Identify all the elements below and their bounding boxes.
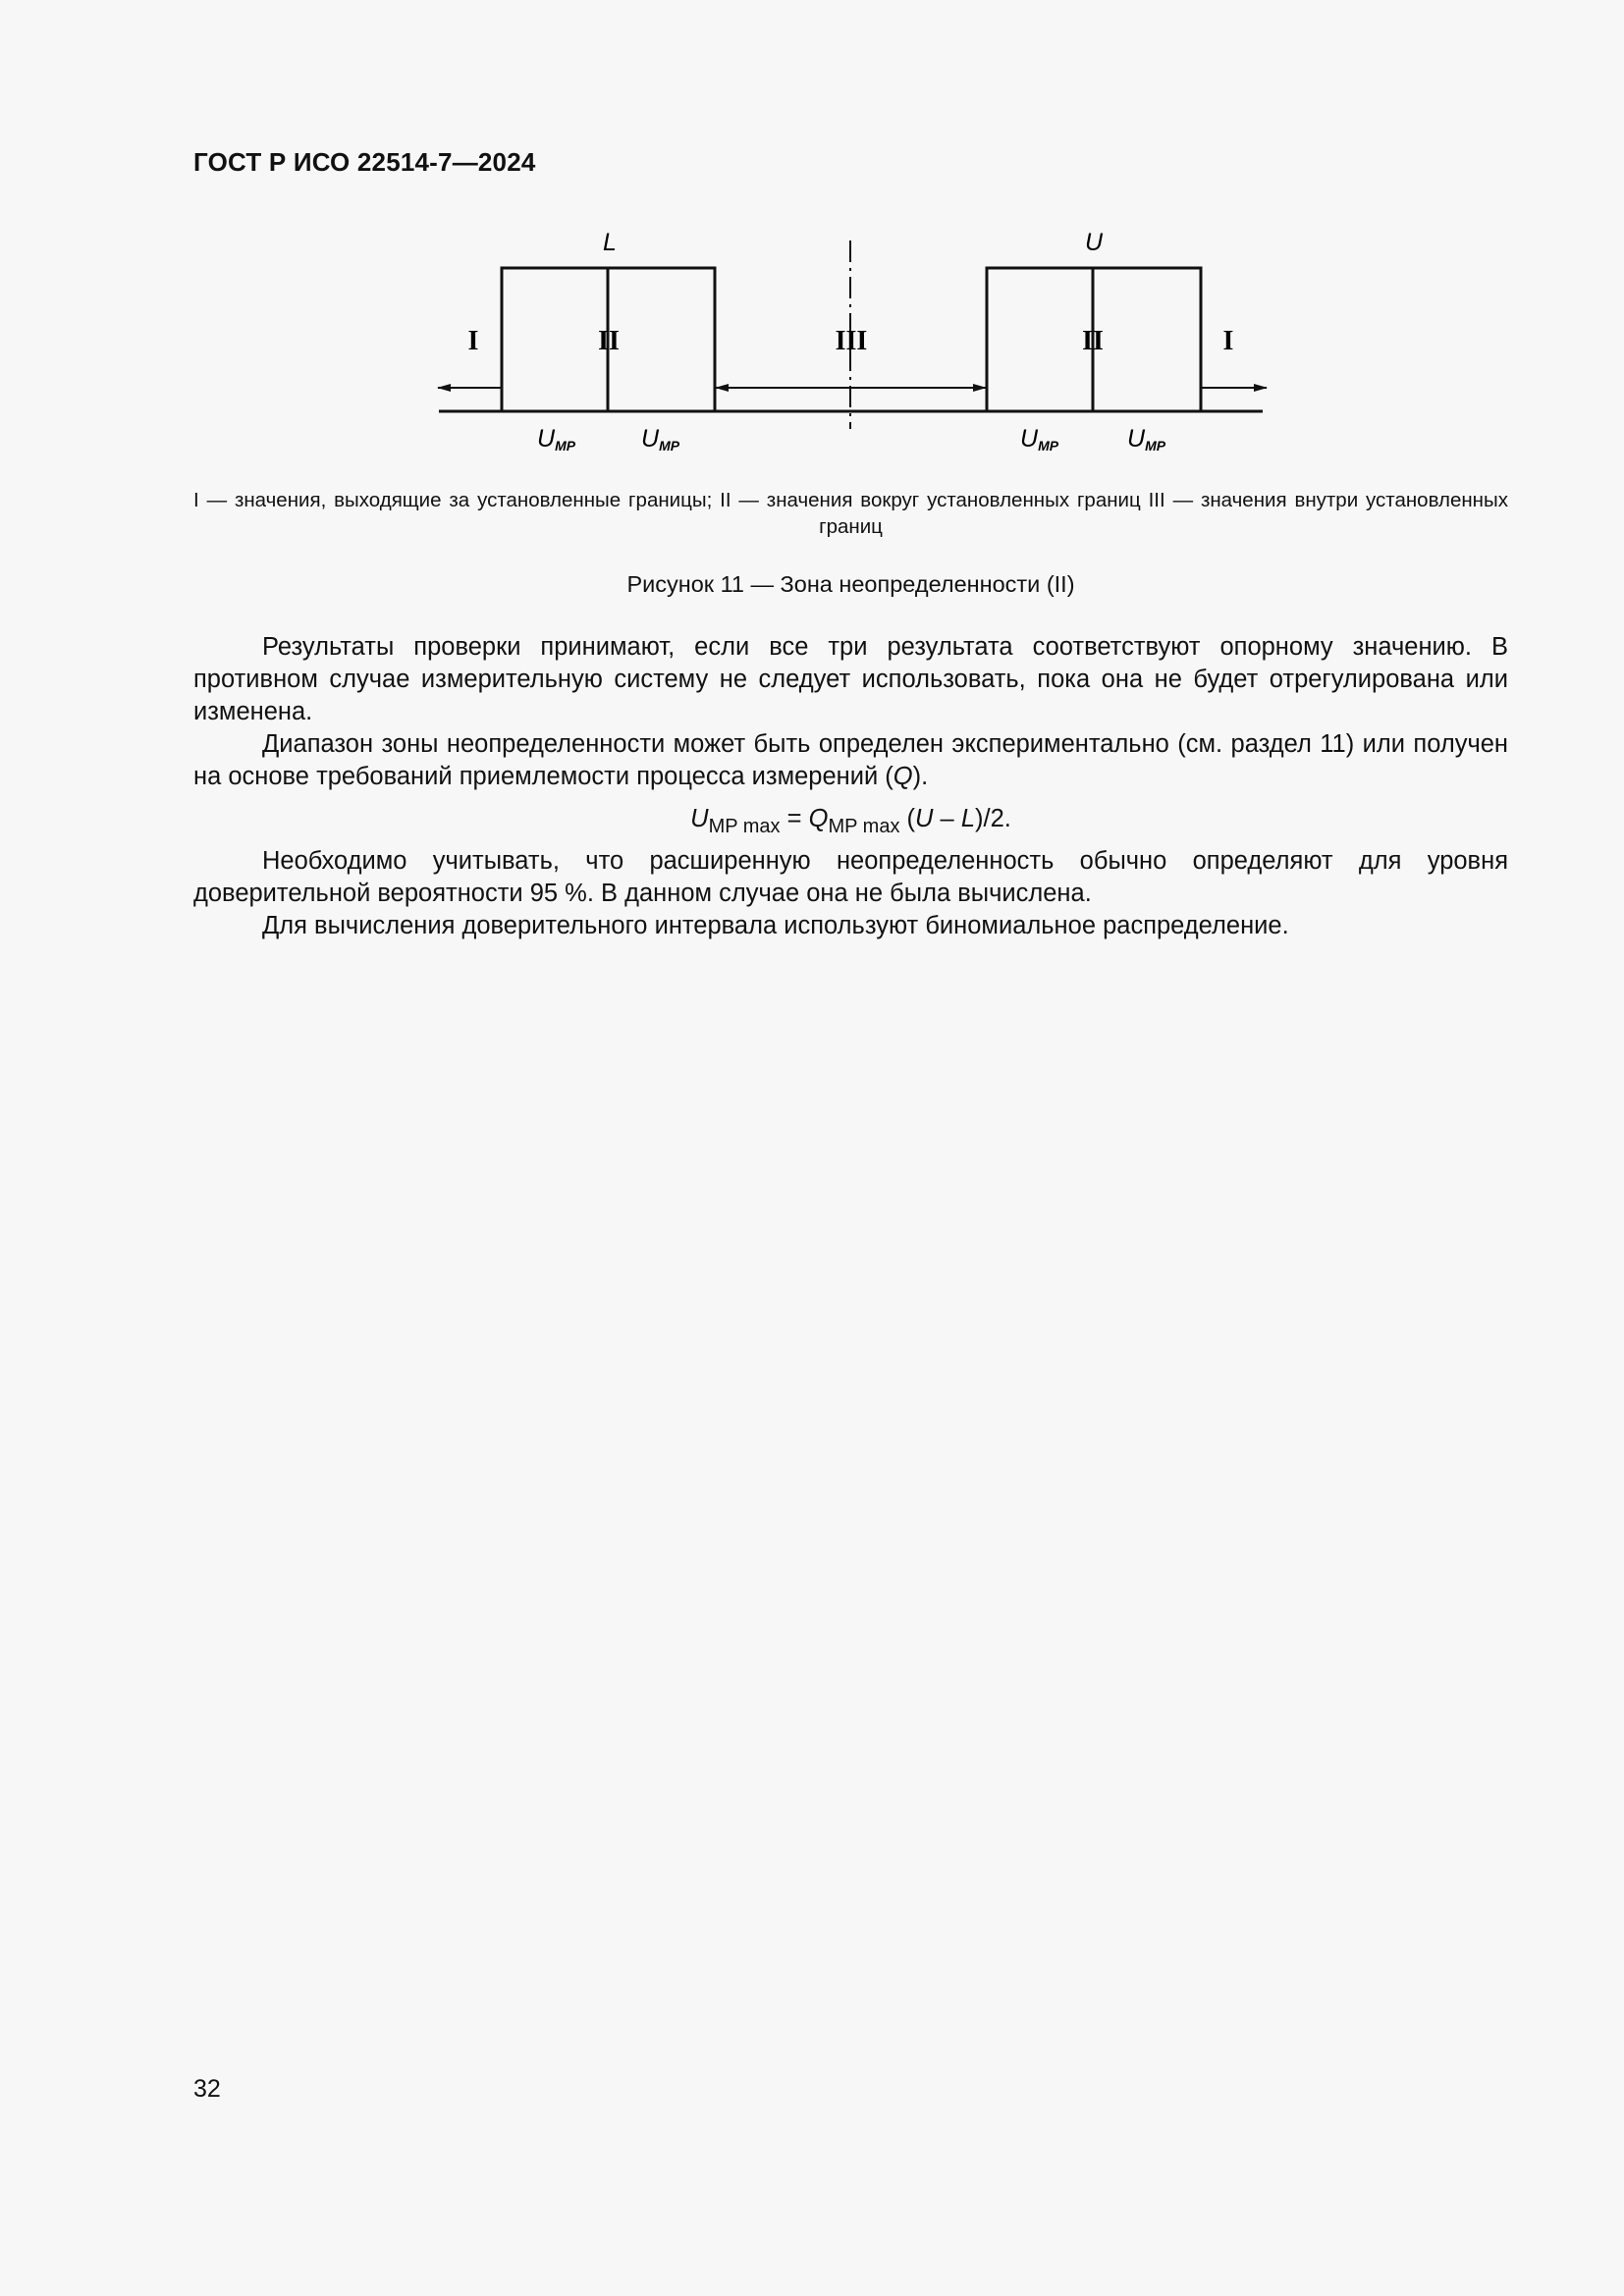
zone-label-right-around: II xyxy=(1082,326,1104,356)
figure-diagram xyxy=(0,0,1624,510)
paragraph-4: Для вычисления доверительного интервала используют биномиальное распределение. xyxy=(262,912,1289,939)
zone-label-inside: III xyxy=(835,326,868,356)
zone-label-left-outside: I xyxy=(467,326,479,356)
zone-label-left-around: II xyxy=(598,326,620,356)
paragraph-3: Необходимо учитывать, что расширенную неопределенность обычно определяют для уровня доверительной вероятности 95 %. В данном случае она не была вычислена. xyxy=(193,847,1508,907)
body-text xyxy=(193,631,1508,942)
uncertainty-zone-figure xyxy=(0,0,1624,510)
ump-label-2: UMP xyxy=(641,425,680,454)
ump-label-3: UMP xyxy=(1020,425,1059,454)
ump-label-1: UMP xyxy=(537,425,576,454)
figure-caption: Рисунок 11 — Зона неопределенности (II) xyxy=(626,571,1075,597)
paragraph-2: Диапазон зоны неопределенности может быть определен экспериментально (см. раздел 11) или получен на основе требований приемлемости процесса измерений (Q). xyxy=(193,730,1508,790)
zone-label-right-outside: I xyxy=(1222,326,1234,356)
formula: $U_{MP max} = Q_{MP max}$ (U – L)/2. xyxy=(690,805,1011,837)
ump-label-4: UMP xyxy=(1127,425,1166,454)
label-lower-limit: L xyxy=(603,229,617,256)
document-header: ГОСТ Р ИСО 22514-7—2024 xyxy=(193,147,536,177)
paragraph-1: Результаты проверки принимают, если все три результата соответствуют опорному значению. В противном случае измерительную систему не следует использовать, пока она не будет отрегулирована или изменена. xyxy=(193,633,1508,725)
label-upper-limit: U xyxy=(1084,229,1104,256)
page-number: 32 xyxy=(193,2075,221,2103)
figure-legend: I — значения, выходящие за установленные границы; II — значения вокруг установленных границ III — значения внутри установленных границ xyxy=(193,489,1508,538)
